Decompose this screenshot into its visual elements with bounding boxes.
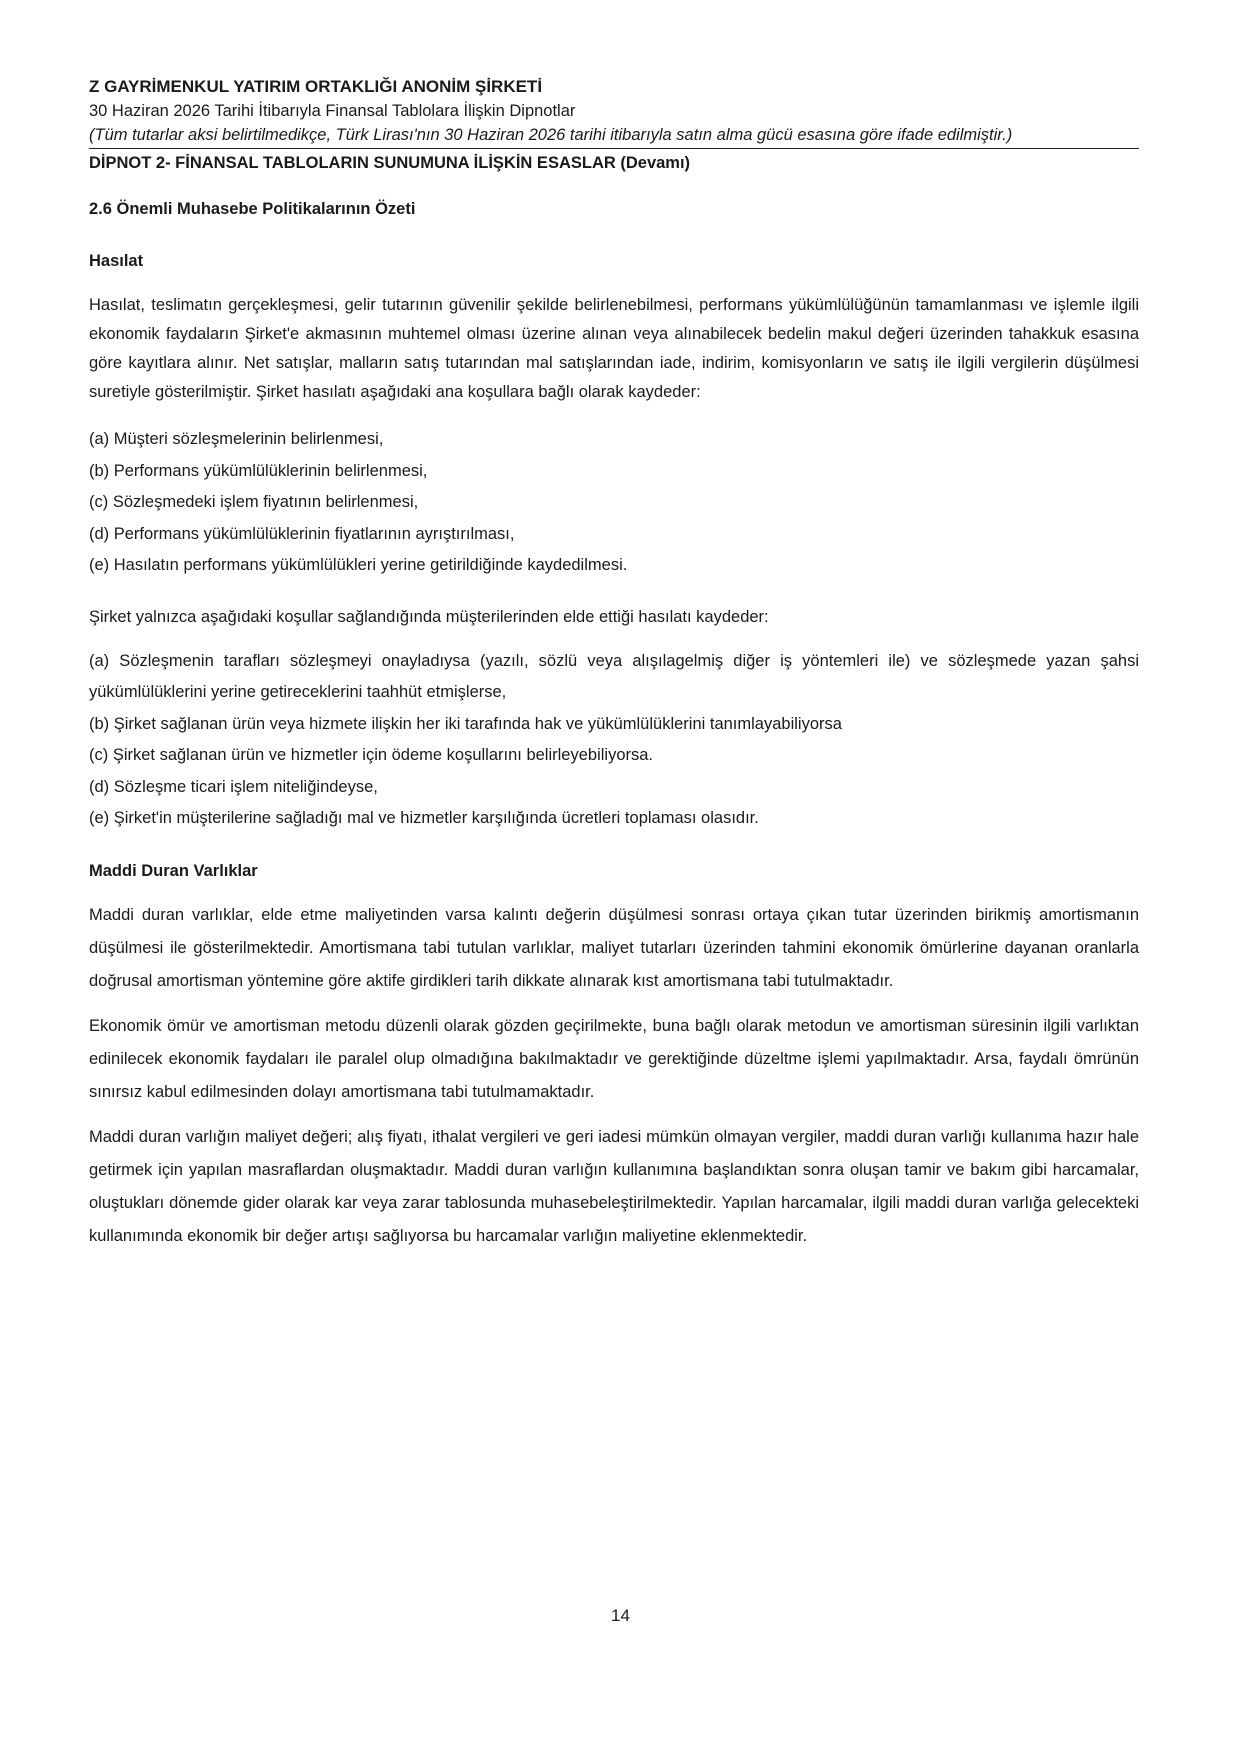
currency-note: (Tüm tutarlar aksi belirtilmedikçe, Türk Lirası'nın 30 Haziran 2026 tarihi itibarıyla satın alma gücü esasına göre ifade edilmiştir.) <box>89 126 1013 144</box>
company-name: Z GAYRİMENKUL YATIRIM ORTAKLIĞI ANONİM ŞİRKETİ <box>89 77 543 96</box>
page-content <box>89 198 1139 1253</box>
conditions-intro-paragraph: Şirket yalnızca aşağıdaki koşullar sağlandığında müşterilerinden elde ettiği hasılatı kaydeder: <box>89 607 769 626</box>
list-item: (b) Performans yükümlülüklerinin belirlenmesi, <box>89 461 428 480</box>
tangible-paragraph-3: Maddi duran varlığın maliyet değeri; alış fiyatı, ithalat vergileri ve geri iadesi mümkün olmayan vergiler, maddi duran varlığı kullanıma hazır hale getirmek için yapılan masraflardan oluşmaktadır. Maddi duran varlığın kullanımına başlandıktan sonra oluşan tamir ve bakım gibi harcamalar, oluştukları dönemde gider olarak kar veya zarar tablosunda muhasebeleştirilmektedir. Yapılan harcamalar, ilgili maddi duran varlığa gelecekteki kullanımında ekonomik bir değer artışı sağlıyorsa bu harcamalar varlığın maliyetine eklenmektedir. <box>89 1127 1139 1245</box>
list-item: (a) Müşteri sözleşmelerinin belirlenmesi, <box>89 430 384 448</box>
page-number: 14 <box>611 1606 630 1625</box>
list-item: (e) Hasılatın performans yükümlülükleri yerine getirildiğinde kaydedilmesi. <box>89 556 628 574</box>
tangible-assets-heading: Maddi Duran Varlıklar <box>89 861 258 880</box>
revenue-intro-paragraph: Hasılat, teslimatın gerçekleşmesi, gelir tutarının güvenilir şekilde belirlenebilmesi, performans yükümlülüğünün tamamlanması ve işlemle ilgili ekonomik faydaların Şirket'e akmasının muhtemel olması üzerine alınan veya alınabilecek bedelin makul değeri üzerinden tahakkuk esasına göre kayıtlara alınır. Net satışlar, malların satış tutarından mal satışlarından iade, indirim, komisyonların ve satış ile ilgili vergilerin düşülmesi suretiyle gösterilmiştir. Şirket hasılatı aşağıdaki ana koşullara bağlı olarak kaydeder: <box>89 296 1139 401</box>
list-item: (c) Şirket sağlanan ürün ve hizmetler için ödeme koşullarını belirleyebiliyorsa. <box>89 746 653 764</box>
page-header <box>89 76 1139 174</box>
list-item: (b) Şirket sağlanan ürün veya hizmete ilişkin her iki tarafında hak ve yükümlülüklerini tanımlayabiliyorsa <box>89 714 842 733</box>
header-divider <box>89 148 1139 149</box>
report-subtitle: 30 Haziran 2026 Tarihi İtibarıyla Finansal Tablolara İlişkin Dipnotlar <box>89 102 576 120</box>
section-heading: 2.6 Önemli Muhasebe Politikalarının Özeti <box>89 200 416 218</box>
list-item: (e) Şirket'in müşterilerine sağladığı mal ve hizmetler karşılığında ücretleri toplaması olasıdır. <box>89 809 759 827</box>
tangible-paragraph-2: Ekonomik ömür ve amortisman metodu düzenli olarak gözden geçirilmekte, buna bağlı olarak metodun ve amortisman süresinin ilgili varlıktan edinilecek ekonomik faydaları ile paralel olup olmadığına bakılmaktadır ve gerektiğinde düzeltme işlemi yapılmaktadır. Arsa, faydalı ömrünün sınırsız kabul edilmesinden dolayı amortismana tabi tutulmamaktadır. <box>89 1016 1139 1101</box>
revenue-heading: Hasılat <box>89 252 144 270</box>
note-title: DİPNOT 2- FİNANSAL TABLOLARIN SUNUMUNA İLİŞKİN ESASLAR (Devamı) <box>89 154 691 172</box>
revenue-conditions-list <box>89 646 1139 835</box>
revenue-steps-list <box>89 424 1139 582</box>
tangible-paragraph-1: Maddi duran varlıklar, elde etme maliyetinden varsa kalıntı değerin düşülmesi sonrası ortaya çıkan tutar üzerinden birikmiş amortismanın düşülmesi ile gösterilmektedir. Amortismana tabi tutulan varlıklar, maliyet tutarları üzerinden tahmini ekonomik ömürlerine dayanan oranlarla doğrusal amortisman yöntemine göre aktife girdikleri tarih dikkate alınarak kıst amortismana tabi tutulmaktadır. <box>89 905 1139 990</box>
list-item: (d) Performans yükümlülüklerinin fiyatlarının ayrıştırılması, <box>89 524 515 543</box>
list-item: (a) Sözleşmenin tarafları sözleşmeyi onayladıysa (yazılı, sözlü veya alışılagelmiş diğer iş yöntemleri ile) ve sözleşmede yazan şahsi yükümlülüklerini yerine getireceklerini taahhüt etmişlerse, <box>89 651 1139 701</box>
list-item: (c) Sözleşmedeki işlem fiyatının belirlenmesi, <box>89 493 419 511</box>
list-item: (d) Sözleşme ticari işlem niteliğindeyse, <box>89 777 378 796</box>
